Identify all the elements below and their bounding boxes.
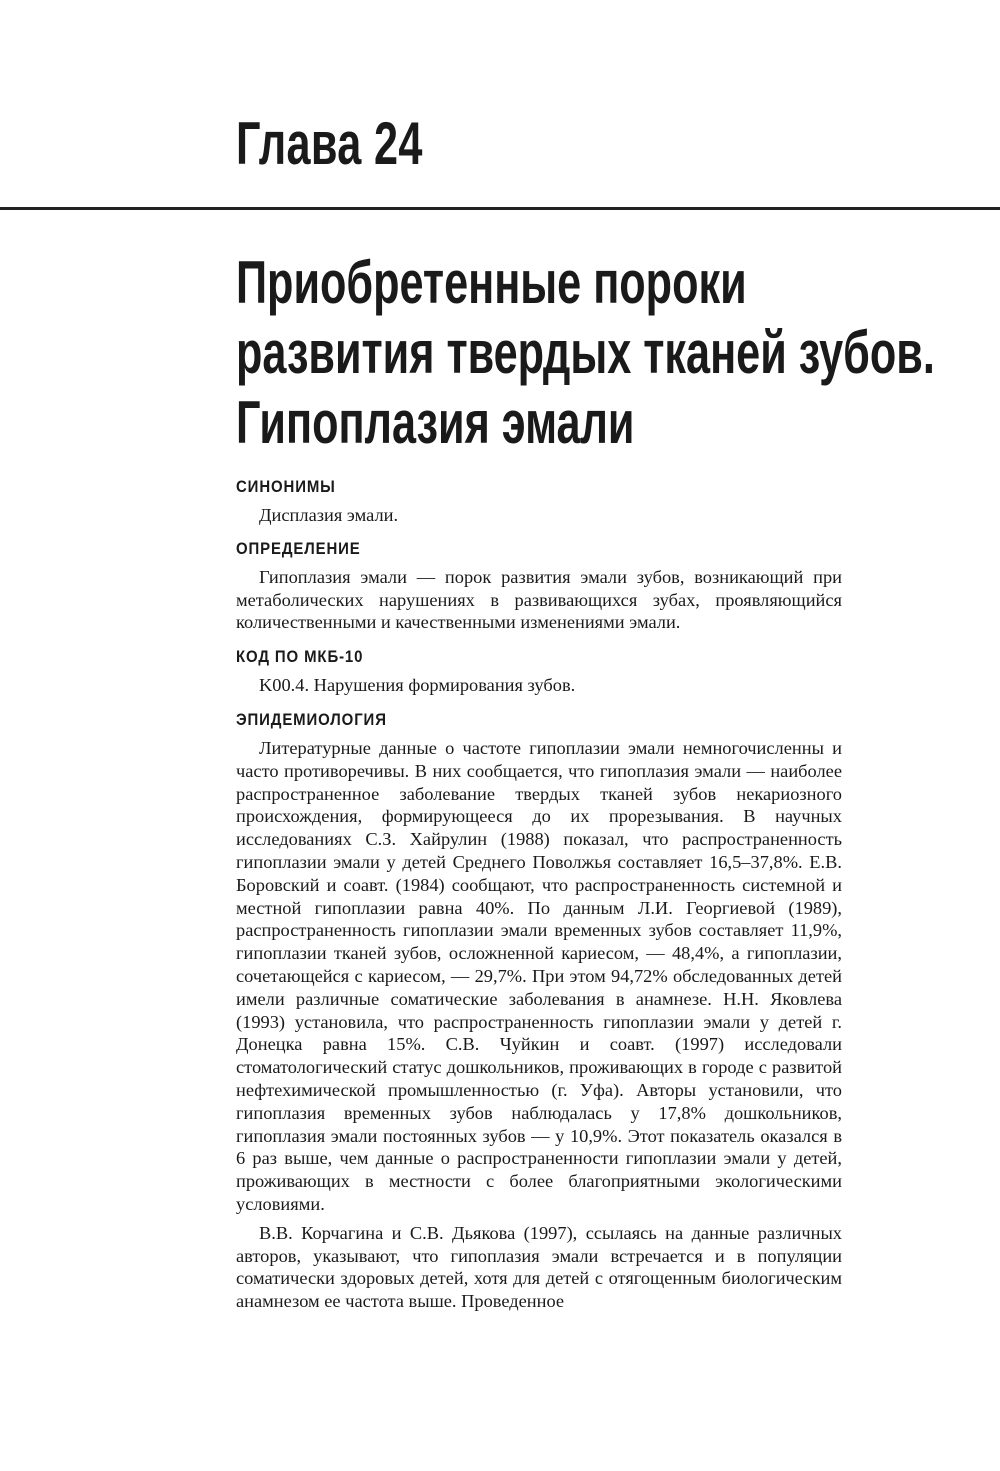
chapter-body — [236, 474, 842, 1313]
synonyms-text: Дисплазия эмали. — [259, 505, 399, 525]
section-heading-definition: ОПРЕДЕЛЕНИЕ — [236, 538, 361, 558]
chapter-label: Глава 24 — [236, 110, 423, 177]
epidemiology-paragraph: Литературные данные о частоте гипоплазии эмали немногочисленны и часто противоречивы. В них сообщается, что гипоплазия эмали — наиболее распространенное заболевание твердых тканей зубов некариозного происхождения, формирующееся до их прорезывания. В научных исследованиях С.З. Хайрулин (1988) показал, что распространенность гипоплазии эмали у детей Среднего Поволжья составляет 16,5–37,8%. Е.В. Боровский и соавт. (1984) сообщают, что распространенность системной и местной гипоплазии равна 40%. По данным Л.И. Георгиевой (1989), распространенность гипоплазии эмали временных зубов составляет 11,9%, гипоплазии тканей зубов, осложненной кариесом, — 48,4%, а гипоплазии, сочетающейся с кариесом, — 29,7%. При этом 94,72% обследованных детей имели различные соматические заболевания в анамнезе. Н.Н. Яковлева (1993) установила, что распространенность гипоплазии эмали у детей г. Донецка равна 15%. С.В. Чуйкин и соавт. (1997) исследовали стоматологический статус дошкольников, проживающих в городе с развитой нефтехимической промышленностью (г. Уфа). Авторы установили, что гипоплазия временных зубов наблюдалась у 17,8% дошкольников, гипоплазия эмали постоянных зубов — у 10,9%. Этот показатель оказался в 6 раз выше, чем данные о распространенности гипоплазии эмали у детей, проживающих в местности с более благоприятными экологическими условиями. — [236, 737, 842, 1214]
chapter-title-line: Приобретенные пороки — [236, 249, 747, 316]
definition-text: Гипоплазия эмали — порок развития эмали зубов, возникающий при метаболических нарушениях в развивающихся зубах, проявляющийся количественными и качественными изменениями эмали. — [236, 566, 842, 633]
section-heading-epidemiology: ЭПИДЕМИОЛОГИЯ — [236, 709, 387, 729]
chapter-title — [236, 248, 935, 458]
chapter-title-line: развития твердых тканей зубов. — [236, 319, 935, 386]
icd-code-text: K00.4. Нарушения формирования зубов. — [259, 675, 576, 696]
epidemiology-paragraph: В.В. Корчагина и С.В. Дьякова (1997), ссылаясь на данные различных авторов, указывают, что гипоплазия эмали встречается и в популяции соматически здоровых детей, хотя для детей с отягощенным биологическим анамнезом ее частота выше. Проведенное — [236, 1222, 842, 1312]
chapter-divider — [0, 207, 1000, 210]
section-heading-icd: КОД ПО МКБ-10 — [236, 647, 364, 667]
chapter-title-line: Гипоплазия эмали — [236, 389, 635, 456]
section-heading-synonyms: СИНОНИМЫ — [236, 477, 336, 496]
